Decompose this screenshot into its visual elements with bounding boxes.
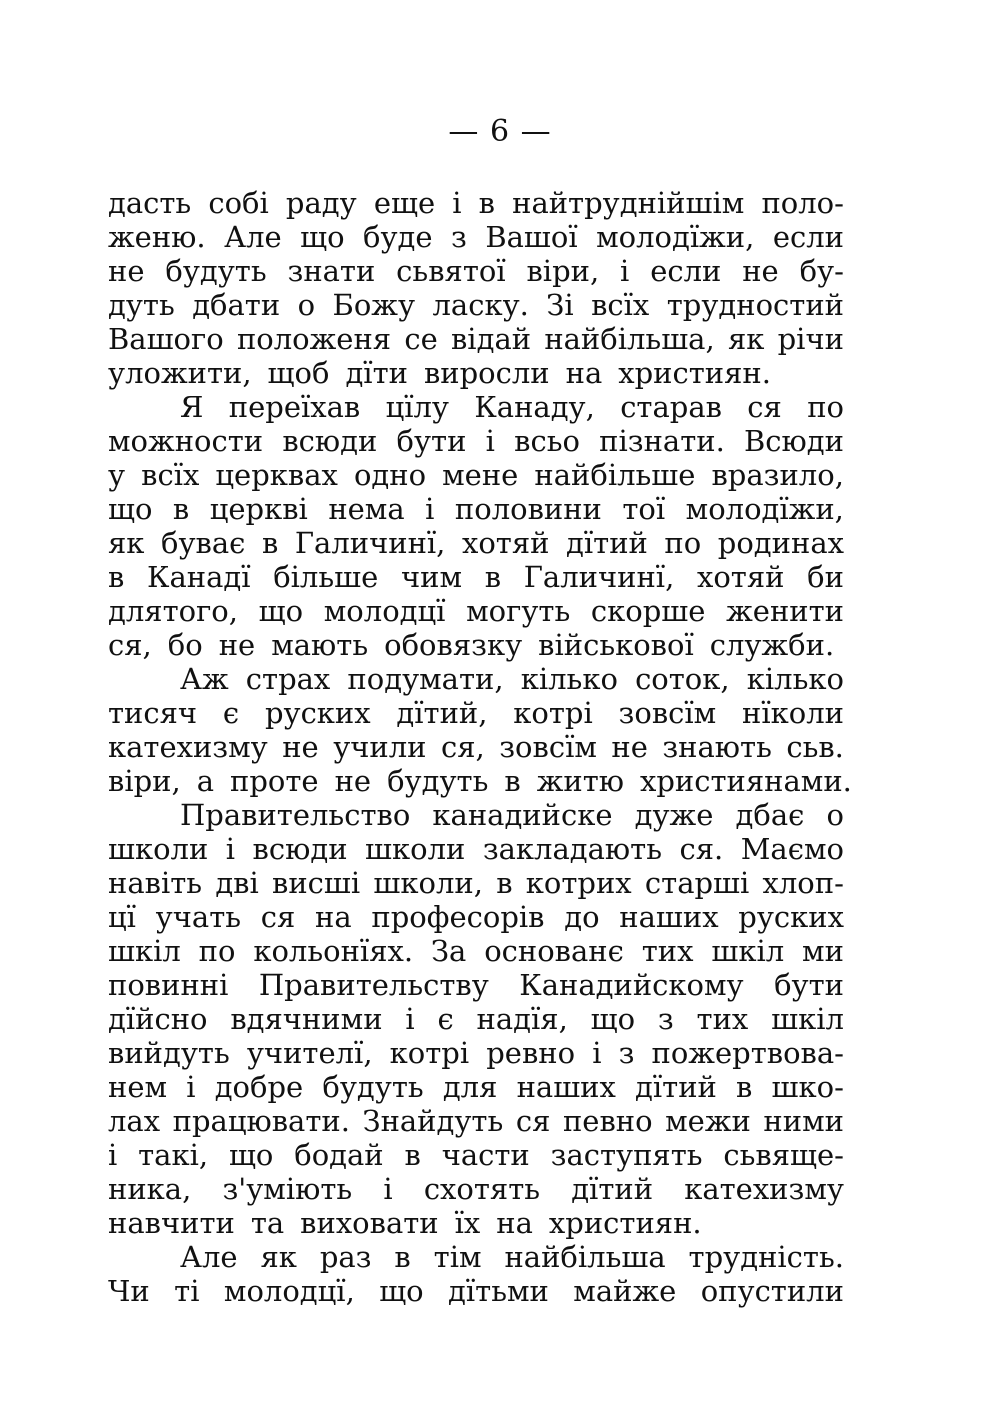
word: в <box>484 560 502 594</box>
word: по <box>198 934 236 968</box>
word: можности <box>108 424 264 458</box>
word: в <box>108 560 125 594</box>
word: найтруднійшім <box>512 186 745 220</box>
word: о <box>297 288 316 322</box>
word: проте <box>230 764 319 798</box>
word: женю. <box>108 220 206 254</box>
word: подумати, <box>347 662 504 696</box>
word: буває <box>160 526 246 560</box>
word: що <box>379 1274 424 1308</box>
word: з <box>657 1002 674 1036</box>
word: женити <box>726 594 844 628</box>
word: кілько <box>520 662 618 696</box>
word: і <box>405 1002 415 1036</box>
word: тім <box>433 1240 482 1274</box>
word: руских <box>738 900 844 934</box>
word: катехизму <box>108 730 268 764</box>
word: в <box>496 866 513 900</box>
word: всюди <box>282 424 378 458</box>
word: житю <box>536 764 624 798</box>
word: ся <box>260 900 296 934</box>
word: ся, <box>440 730 485 764</box>
text-line <box>108 322 844 356</box>
word: щоб <box>267 356 330 390</box>
word: се <box>404 322 438 356</box>
word: сьвятої <box>396 254 506 288</box>
word: найбільше <box>534 458 696 492</box>
text-line <box>108 1002 844 1036</box>
word: церквах <box>215 458 338 492</box>
word: хотяй <box>461 526 550 560</box>
word: скорше <box>590 594 706 628</box>
text-line <box>108 1240 844 1274</box>
word: учать <box>155 900 242 934</box>
text-line <box>108 424 844 458</box>
word: опустили <box>700 1274 844 1308</box>
word: хлоп- <box>762 866 844 900</box>
word: катехизму <box>684 1172 844 1206</box>
text-line <box>108 1070 844 1104</box>
text-line <box>108 458 844 492</box>
text-line <box>108 560 844 594</box>
text-line <box>108 288 844 322</box>
word: будуть <box>387 764 489 798</box>
word: в <box>504 764 521 798</box>
word: ревно <box>486 1036 576 1070</box>
word: і <box>452 186 462 220</box>
word: сьв. <box>786 730 844 764</box>
text-line <box>108 730 844 764</box>
word: зовсїм <box>618 696 717 730</box>
word: дїйсно <box>108 1002 208 1036</box>
word: ся, <box>108 628 152 662</box>
word: будуть <box>165 254 267 288</box>
word: дїти <box>345 356 408 390</box>
word: виховати <box>300 1206 439 1240</box>
word: мене <box>442 458 519 492</box>
word: що <box>108 492 153 526</box>
text-line <box>108 968 844 1002</box>
word: трудностий <box>666 288 844 322</box>
text-line <box>108 356 844 390</box>
word: в <box>736 1070 753 1104</box>
word: школи <box>365 832 466 866</box>
word: Божу <box>332 288 416 322</box>
word: тих <box>696 1002 749 1036</box>
word: шкіл <box>108 934 181 968</box>
text-line <box>108 900 844 934</box>
word: бо <box>167 628 203 662</box>
word: Я <box>180 390 204 424</box>
word: найбільша <box>504 1240 666 1274</box>
text-line <box>108 1104 844 1138</box>
word: військової <box>538 628 694 662</box>
word: ся <box>515 1104 551 1138</box>
text-line <box>108 492 844 526</box>
word: Правительство <box>180 798 411 832</box>
word: школи, <box>373 866 483 900</box>
text-line <box>108 526 844 560</box>
word: школи <box>108 832 209 866</box>
word: Знайдуть <box>362 1104 504 1138</box>
word: що <box>590 1002 636 1036</box>
word: тисяч <box>108 696 198 730</box>
word: відай <box>450 322 532 356</box>
word: і <box>620 254 630 288</box>
word: Галичинї, <box>523 560 675 594</box>
text-line <box>108 186 844 220</box>
word: працювати. <box>172 1104 350 1138</box>
word: по <box>807 390 844 424</box>
word: і <box>225 832 236 866</box>
word: такі, <box>138 1138 209 1172</box>
word: би <box>807 560 844 594</box>
word: є <box>222 696 240 730</box>
word: Правительству <box>258 968 489 1002</box>
text-line <box>108 934 844 968</box>
word: всьо <box>514 424 580 458</box>
word: За <box>430 934 467 968</box>
word: ми <box>802 934 844 968</box>
word: найбільша, <box>544 322 715 356</box>
word: їх <box>454 1206 481 1240</box>
word: пізнати. <box>599 424 725 458</box>
word: нема <box>328 492 405 526</box>
word: вдячними <box>230 1002 383 1036</box>
word: дасть <box>108 186 192 220</box>
word: ними <box>763 1104 844 1138</box>
word: не <box>108 254 145 288</box>
word: ся <box>747 390 782 424</box>
word: дбати <box>192 288 281 322</box>
word: і <box>485 424 495 458</box>
word: молодцї <box>323 594 446 628</box>
word: не <box>742 254 779 288</box>
word: межи <box>665 1104 751 1138</box>
text-line <box>108 1172 844 1206</box>
word: служби. <box>709 628 835 662</box>
word: тих <box>641 934 694 968</box>
word: канадийске <box>432 798 613 832</box>
word: Але <box>224 220 282 254</box>
text-line <box>108 390 844 424</box>
word: страх <box>245 662 331 696</box>
word: висші <box>272 866 361 900</box>
word: хотяй <box>696 560 785 594</box>
word: в <box>172 492 190 526</box>
word: з <box>618 1036 635 1070</box>
text-line <box>108 1138 844 1172</box>
word: Маємо <box>740 832 844 866</box>
word: вразило, <box>711 458 844 492</box>
word: церкві <box>209 492 308 526</box>
word: длятого, <box>108 594 238 628</box>
word: вийдуть <box>108 1036 230 1070</box>
word: поло- <box>761 186 844 220</box>
word: половини <box>454 492 602 526</box>
word: навчити <box>108 1206 235 1240</box>
word: Канадийскому <box>519 968 744 1002</box>
text-line <box>108 628 844 662</box>
word: як <box>260 1240 297 1274</box>
word: Але <box>180 1240 238 1274</box>
word: старав <box>620 390 722 424</box>
word: з <box>451 220 467 254</box>
word: і <box>186 1070 196 1104</box>
text-line <box>108 254 844 288</box>
word: і <box>383 1172 393 1206</box>
word: чим <box>400 560 463 594</box>
word: і <box>108 1138 118 1172</box>
word: положеня <box>236 322 392 356</box>
word: схотять <box>423 1172 541 1206</box>
word: є <box>437 1002 454 1036</box>
word: котрих <box>525 866 632 900</box>
word: по <box>664 526 702 560</box>
word: та <box>250 1206 285 1240</box>
word: бу- <box>799 254 844 288</box>
word: в <box>478 186 495 220</box>
word: дуть <box>108 288 175 322</box>
word: ласку. <box>432 288 529 322</box>
word: раду <box>285 186 357 220</box>
word: шкіл <box>711 934 785 968</box>
word: мають <box>271 628 369 662</box>
word: професорів <box>371 900 545 934</box>
word: будуть <box>322 1070 424 1104</box>
text-line <box>108 594 844 628</box>
word: всюди <box>252 832 348 866</box>
word: Аж <box>180 662 229 696</box>
word: що <box>300 220 345 254</box>
word: учителї, <box>246 1036 373 1070</box>
word: Канадї <box>147 560 251 594</box>
word: кілько <box>746 662 844 696</box>
text-line <box>108 764 852 798</box>
word: не <box>282 730 319 764</box>
word: і <box>425 492 435 526</box>
word: добре <box>214 1070 304 1104</box>
word: котрі <box>513 696 593 730</box>
word: кольонїях. <box>253 934 414 968</box>
word: молодїжи, <box>685 492 844 526</box>
word: шко- <box>771 1070 844 1104</box>
word: лах <box>108 1104 161 1138</box>
word: дбає <box>735 798 805 832</box>
word: річи <box>777 322 844 356</box>
word: до <box>564 900 600 934</box>
word: раз <box>319 1240 372 1274</box>
word: нем <box>108 1070 168 1104</box>
word: повинні <box>108 968 229 1002</box>
word: наших <box>516 1070 616 1104</box>
word: переїхав <box>228 390 361 424</box>
word: ся. <box>679 832 724 866</box>
word: знати <box>287 254 376 288</box>
word: бути <box>774 968 844 1002</box>
word: більше <box>273 560 379 594</box>
word: сьвяще- <box>723 1138 844 1172</box>
word: в <box>404 1138 421 1172</box>
word: буде <box>363 220 433 254</box>
word: виросли <box>423 356 550 390</box>
word: певно <box>562 1104 653 1138</box>
text-line <box>108 1206 844 1240</box>
word: що <box>228 1138 274 1172</box>
word: цїлу <box>385 390 449 424</box>
word: если <box>650 254 722 288</box>
page-number: — 6 — <box>448 114 552 149</box>
word: зовсїм <box>499 730 597 764</box>
word: з'уміють <box>222 1172 353 1206</box>
word: обовязку <box>384 628 523 662</box>
word: если <box>772 220 844 254</box>
word: учили <box>333 730 427 764</box>
word: як <box>727 322 765 356</box>
text-line <box>108 1036 844 1070</box>
word: заступять <box>550 1138 703 1172</box>
word: віри, <box>108 764 181 798</box>
word: дїтьми <box>448 1274 549 1308</box>
word: дїтий <box>635 1070 717 1104</box>
word: пожертвова- <box>651 1036 844 1070</box>
word: дїтий, <box>396 696 488 730</box>
word: старші <box>644 866 750 900</box>
word: на <box>496 1206 533 1240</box>
word: Вашого <box>108 322 224 356</box>
word: дуже <box>634 798 714 832</box>
word: дїтий <box>571 1172 654 1206</box>
word: собі <box>208 186 269 220</box>
word: уложити, <box>108 356 252 390</box>
word: майже <box>573 1274 677 1308</box>
word: родинах <box>717 526 844 560</box>
word: дві <box>215 866 259 900</box>
word: руских <box>264 696 371 730</box>
word: в <box>261 526 279 560</box>
word: у <box>108 458 126 492</box>
word: не <box>334 764 372 798</box>
word: знають <box>662 730 772 764</box>
word: Чи <box>108 1274 150 1308</box>
word: Галичинї, <box>294 526 446 560</box>
word: надїя, <box>476 1002 568 1036</box>
word: трудність. <box>688 1240 844 1274</box>
word: могуть <box>466 594 571 628</box>
word: навіть <box>108 866 203 900</box>
word: а <box>196 764 215 798</box>
text-line <box>108 1274 844 1308</box>
word: віри, <box>526 254 600 288</box>
word: що <box>258 594 304 628</box>
text-line <box>108 798 844 832</box>
text-line <box>108 866 844 900</box>
word: християн. <box>618 356 771 390</box>
word: основанє <box>484 934 624 968</box>
text-line <box>108 832 844 866</box>
word: всїх <box>591 288 650 322</box>
word: котрі <box>389 1036 470 1070</box>
word: не <box>218 628 256 662</box>
word: Всюди <box>744 424 844 458</box>
word: дїтий <box>566 526 648 560</box>
word: Канаду, <box>474 390 595 424</box>
word: закладають <box>482 832 662 866</box>
text-line <box>108 662 844 696</box>
word: части <box>441 1138 530 1172</box>
word: Вашої <box>485 220 578 254</box>
text-line <box>108 220 844 254</box>
word: на <box>565 356 603 390</box>
word: для <box>442 1070 498 1104</box>
word: молодїжи, <box>596 220 755 254</box>
word: на <box>315 900 352 934</box>
word: ті <box>174 1274 200 1308</box>
word: бути <box>396 424 467 458</box>
text-line <box>108 696 844 730</box>
word: одно <box>353 458 427 492</box>
word: всїх <box>141 458 200 492</box>
word: Зі <box>546 288 574 322</box>
word: тої <box>622 492 666 526</box>
word: як <box>108 526 145 560</box>
body-text <box>108 186 852 1308</box>
word: еще <box>373 186 436 220</box>
word: християнами. <box>640 764 852 798</box>
word: шкіл <box>771 1002 844 1036</box>
word: бодай <box>294 1138 384 1172</box>
word: нїколи <box>742 696 844 730</box>
word: соток, <box>635 662 730 696</box>
word: християн. <box>548 1206 702 1240</box>
word: цї <box>108 900 136 934</box>
word: і <box>592 1036 602 1070</box>
word: молодцї, <box>223 1274 355 1308</box>
word: в <box>394 1240 411 1274</box>
word: наших <box>619 900 719 934</box>
word: ника, <box>108 1172 192 1206</box>
word: не <box>611 730 648 764</box>
word: о <box>826 798 844 832</box>
